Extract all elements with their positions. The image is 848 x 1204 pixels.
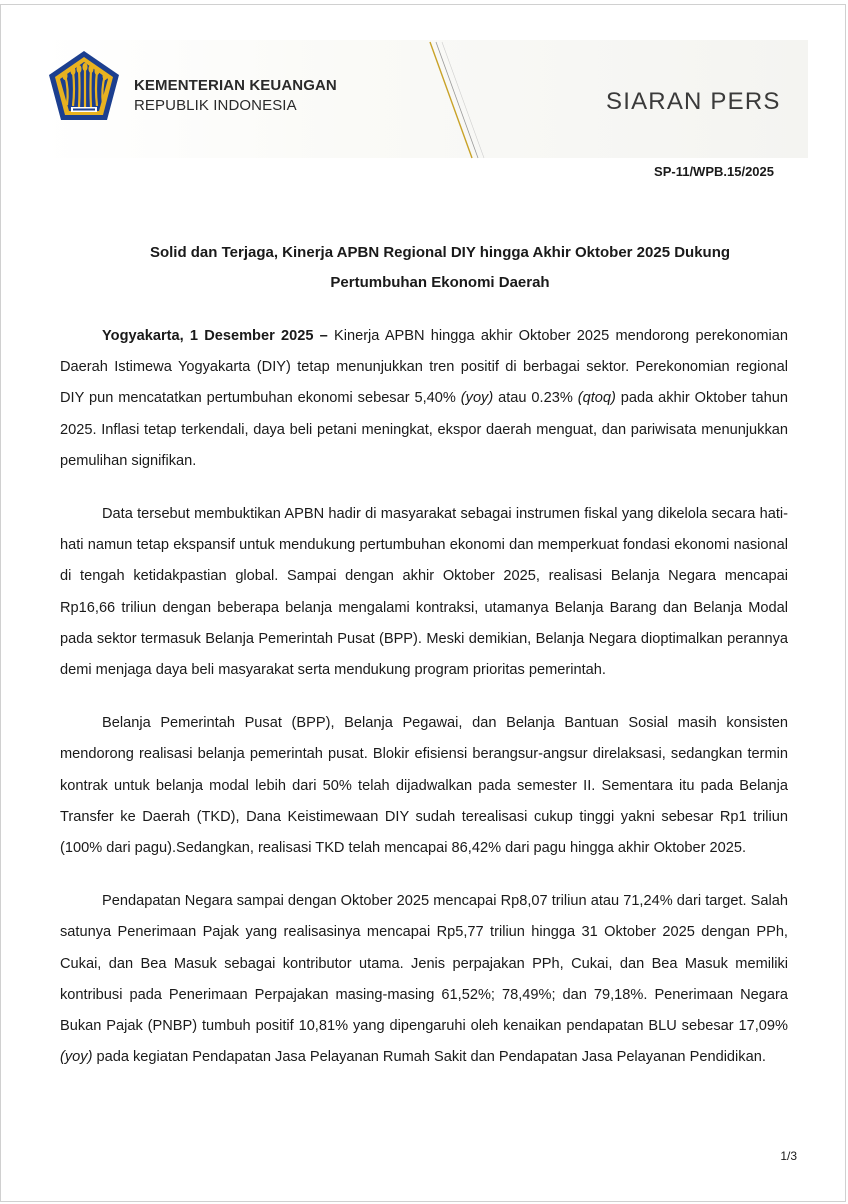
ministry-emblem-icon	[45, 49, 123, 123]
document-number: SP-11/WPB.15/2025	[654, 164, 774, 179]
paragraph-4	[60, 886, 788, 1073]
headline-line1: Solid dan Terjaga, Kinerja APBN Regional DIY hingga Akhir Oktober 2025 Dukung	[149, 244, 731, 261]
paragraph-4-text-b: pada kegiatan Pendapatan Jasa Pelayanan Rumah Sakit dan Pendapatan Jasa Pelayanan Pendidikan.	[92, 1049, 766, 1066]
qtoq-term: (qtoq)	[577, 390, 616, 407]
org-name-line2: REPUBLIK INDONESIA	[134, 97, 297, 114]
yoy-term: (yoy)	[460, 390, 494, 407]
dateline: Yogyakarta, 1 Desember 2025 –	[102, 328, 328, 344]
paragraph-3: Belanja Pemerintah Pusat (BPP), Belanja Pegawai, dan Belanja Bantuan Sosial masih konsisten mendorong realisasi belanja pemerintah pusat. Blokir efisiensi berangsur-angsur direlaksasi, sedangkan termin kontrak untuk belanja modal lebih dari 50% telah dijadwalkan pada semester II. Sementara itu pada Belanja Transfer ke Daerah (TKD), Dana Keistimewaan DIY sudah terealisasi cukup tinggi yakni sebesar Rp1 triliun (100% dari pagu).Sedangkan, realisasi TKD telah mencapai 86,42% dari pagu hingga akhir Oktober 2025.	[60, 715, 788, 857]
paragraph-1-text-b: atau 0.23%	[493, 390, 578, 407]
headline	[90, 238, 790, 298]
article-body	[60, 321, 788, 1095]
page-number: 1/3	[780, 1149, 797, 1163]
org-name-line1: KEMENTERIAN KEUANGAN	[134, 77, 337, 94]
paragraph-4-text-a: Pendapatan Negara sampai dengan Oktober 2025 mencapai Rp8,07 triliun atau 71,24% dari target. Salah satunya Penerimaan Pajak yang realisasinya mencapai Rp5,77 triliun hingga 31 Oktober 2025 dengan PPh, Cukai, dan Bea Masuk sebagai kontributor utama. Jenis perpajakan PPh, Cukai, dan Bea Masuk memiliki kontribusi pada Penerimaan Perpajakan masing-masing 61,52%; 78,49%; dan 79,18%. Penerimaan Negara Bukan Pajak (PNBP) tumbuh positif 10,81% yang dipengaruhi oleh kenaikan pendapatan BLU sebesar 17,09%	[60, 893, 788, 1035]
paragraph-1-text-c: pada akhir Oktober tahun 2025. Inflasi tetap terkendali, daya beli petani meningkat, ekspor daerah menguat, dan pariwisata menunjukkan pemulihan signifikan.	[60, 390, 788, 469]
yoy-term: (yoy)	[60, 1049, 93, 1066]
paragraph-1	[60, 321, 788, 477]
press-release-title: SIARAN PERS	[606, 88, 781, 115]
organization-name	[134, 76, 337, 116]
paragraph-2: Data tersebut membuktikan APBN hadir di masyarakat sebagai instrumen fiskal yang dikelola secara hati-hati namun tetap ekspansif untuk mendukung pertumbuhan ekonomi dan memperkuat fondasi ekonomi nasional di tengah ketidakpastian global. Sampai dengan akhir Oktober 2025, realisasi Belanja Negara mencapai Rp16,66 triliun dengan beberapa belanja mengalami kontraksi, utamanya Belanja Barang dan Belanja Modal pada sektor termasuk Belanja Pemerintah Pusat (BPP). Meski demikian, Belanja Negara dioptimalkan perannya demi menjaga daya beli masyarakat serta mendukung program prioritas pemerintah.	[60, 506, 788, 679]
headline-line2: Pertumbuhan Ekonomi Daerah	[330, 274, 550, 291]
decorative-accent-lines	[426, 40, 506, 160]
paragraph-1-text-a: Kinerja APBN hingga akhir Oktober 2025 mendorong perekonomian Daerah Istimewa Yogyakarta (DIY) tetap menunjukkan tren positif di berbagai sektor. Perekonomian regional DIY pun mencatatkan pertumbuhan ekonomi sebesar 5,40%	[60, 328, 788, 407]
